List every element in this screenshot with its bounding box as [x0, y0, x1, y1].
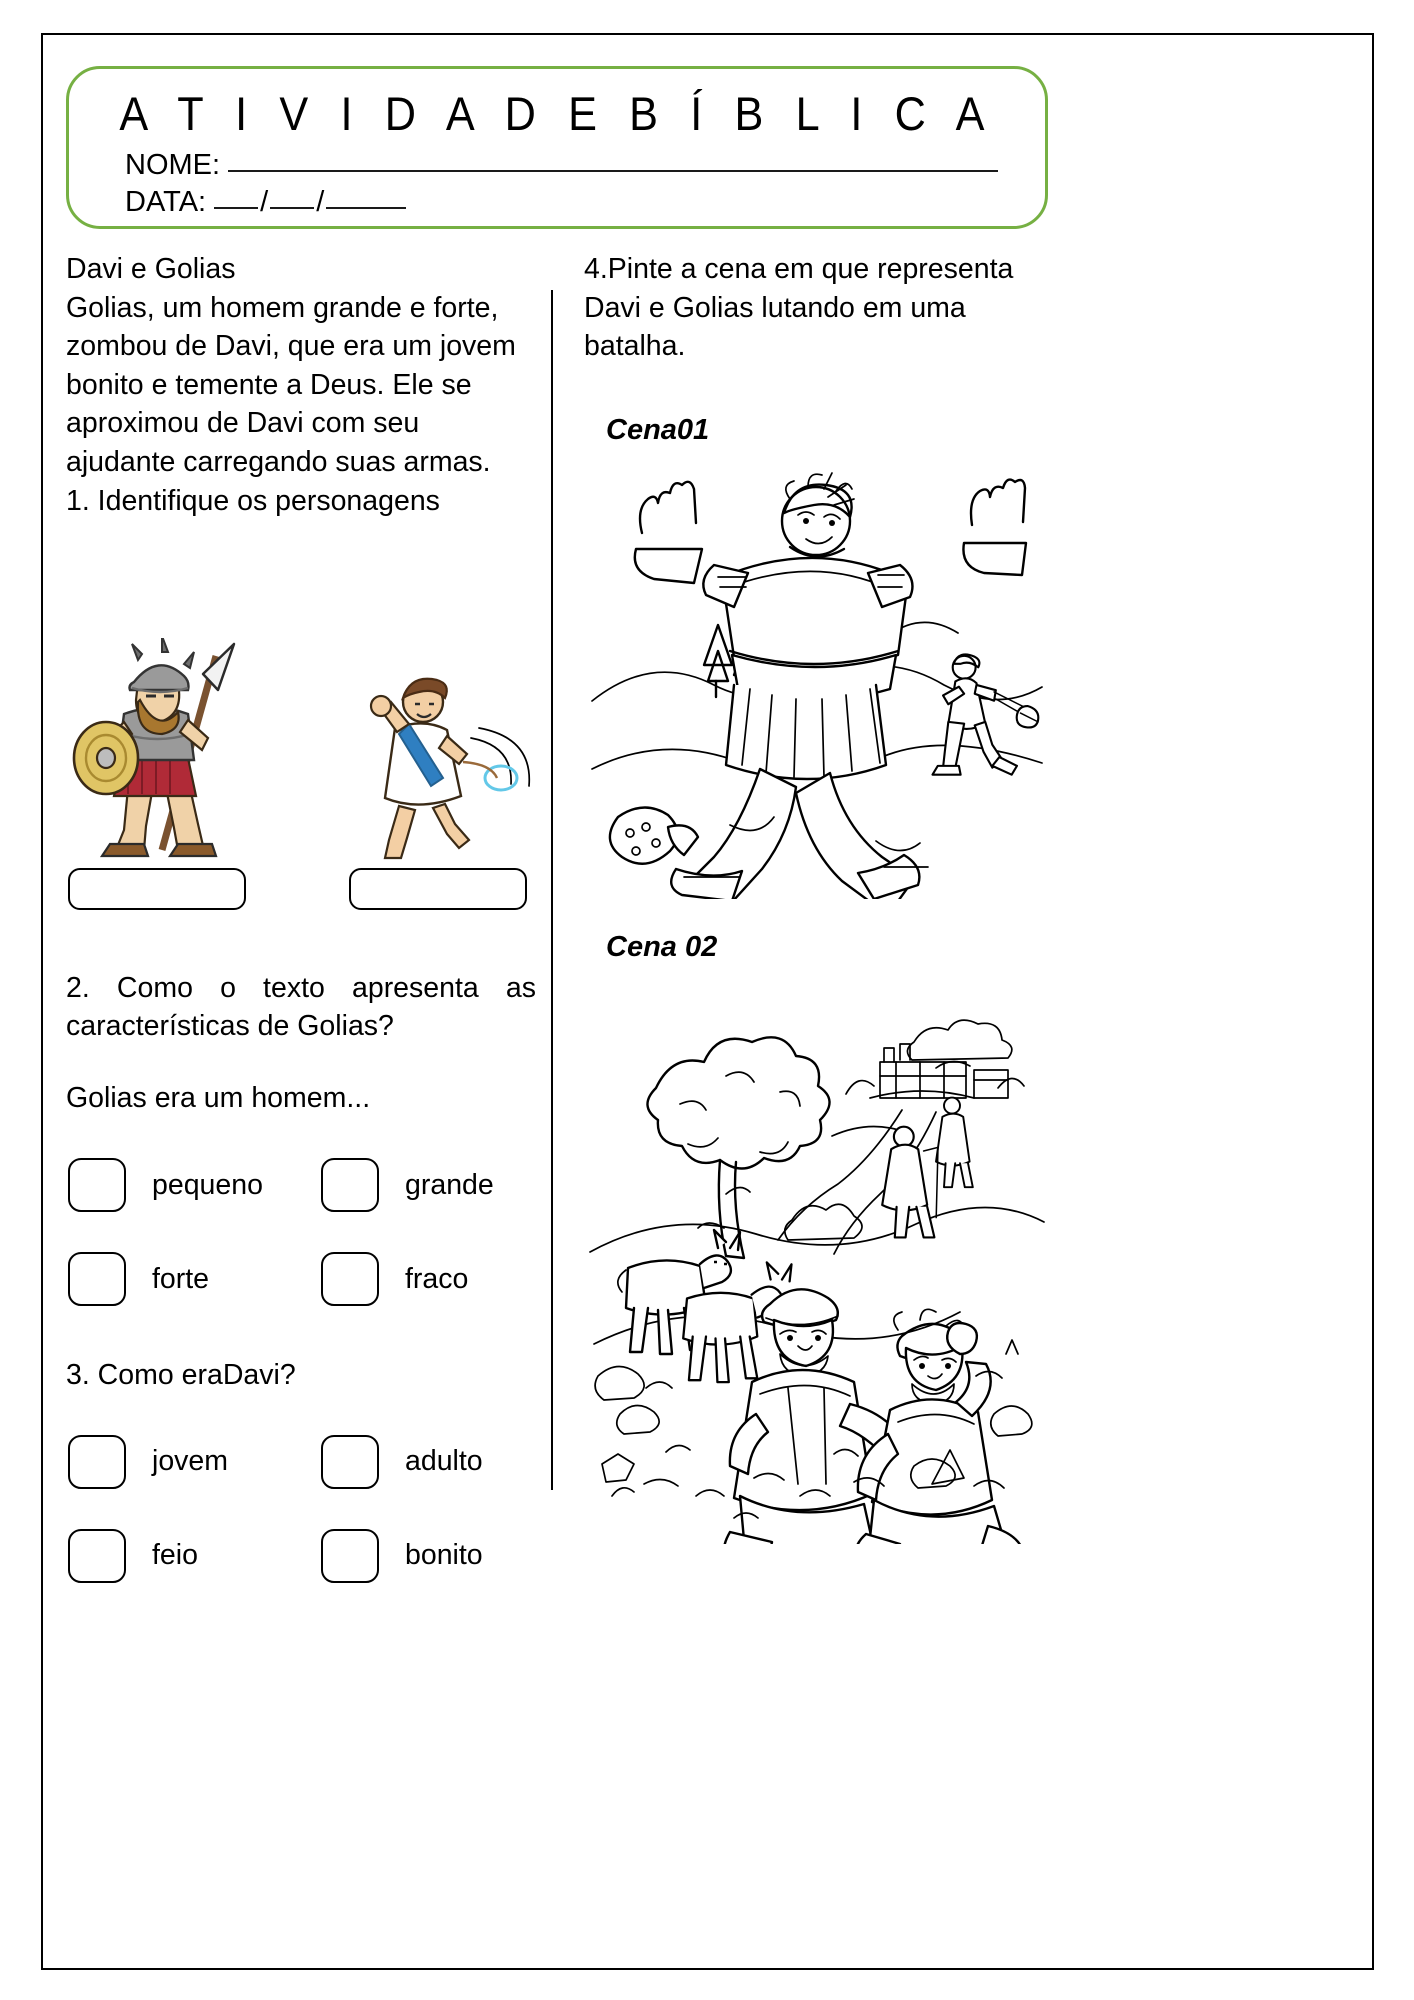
checkbox-jovem[interactable]: [68, 1435, 126, 1489]
right-column: [584, 250, 1049, 1544]
date-label: DATA:: [125, 186, 207, 218]
davi-figure: [351, 666, 541, 866]
date-separator-1: /: [260, 186, 269, 218]
option-label: bonito: [405, 1539, 483, 1572]
checkbox-feio[interactable]: [68, 1529, 126, 1583]
date-year-input[interactable]: [326, 207, 406, 209]
answer-boxes-row: [66, 868, 536, 914]
option-label: jovem: [152, 1445, 229, 1478]
page-title: A T I V I D A D E B Í B L I C A: [119, 87, 995, 140]
option-label: fraco: [405, 1262, 469, 1295]
question-2-prompt: Golias era um homem...: [66, 1082, 371, 1115]
option-grande[interactable]: [321, 1158, 494, 1212]
story-text: Golias, um homem grande e forte, zombou de Davi, que era um jovem bonito e temente a Deus. Ele se aproximou de Davi com seu ajudante carregando suas armas.: [66, 291, 516, 479]
option-adulto[interactable]: [321, 1435, 483, 1489]
checkbox-pequeno[interactable]: [68, 1158, 126, 1212]
option-label: pequeno: [152, 1168, 263, 1201]
option-label: adulto: [405, 1445, 483, 1478]
option-row: [66, 1158, 536, 1252]
golias-figure: [66, 638, 276, 868]
option-row: [66, 1529, 536, 1623]
scene-2-label: Cena 02: [606, 930, 718, 963]
option-forte[interactable]: [68, 1252, 209, 1306]
name-label: NOME:: [125, 149, 221, 181]
date-month-input[interactable]: [270, 207, 314, 209]
scene-2-illustration[interactable]: [584, 984, 1049, 1544]
option-label: feio: [152, 1539, 198, 1572]
story-title: Davi e Golias: [66, 253, 236, 285]
option-row: [66, 1435, 536, 1529]
option-label: grande: [405, 1168, 494, 1201]
option-row: [66, 1252, 536, 1346]
question-2: 2. Como o texto apresenta as características de Golias?: [66, 972, 536, 1042]
option-fraco[interactable]: [321, 1252, 468, 1306]
option-jovem[interactable]: [68, 1435, 228, 1489]
date-separator-2: /: [316, 186, 325, 218]
name-input-line[interactable]: [228, 170, 998, 172]
option-label: forte: [152, 1262, 210, 1295]
question-1: 1. Identifique os personagens: [66, 484, 440, 517]
name-field-row: [125, 149, 998, 182]
option-feio[interactable]: [68, 1529, 198, 1583]
header-box: [66, 66, 1048, 229]
checkbox-adulto[interactable]: [321, 1435, 379, 1489]
question-3: 3. Como eraDavi?: [66, 1359, 296, 1392]
option-pequeno[interactable]: [68, 1158, 263, 1212]
scene-1-illustration[interactable]: [584, 469, 1049, 899]
option-bonito[interactable]: [321, 1529, 483, 1583]
left-column: [66, 250, 536, 1623]
question-4: 4.Pinte a cena em que representa Davi e Golias lutando em uma batalha.: [584, 253, 1014, 363]
answer-box-golias[interactable]: [68, 868, 246, 910]
checkbox-fraco[interactable]: [321, 1252, 379, 1306]
scene-1-label: Cena01: [606, 413, 710, 446]
column-divider: [551, 290, 553, 1490]
date-day-input[interactable]: [214, 207, 258, 209]
character-figures: [66, 638, 536, 868]
question-3-options: [66, 1435, 536, 1623]
date-field-row: [125, 186, 406, 219]
checkbox-bonito[interactable]: [321, 1529, 379, 1583]
question-2-options: [66, 1158, 536, 1346]
checkbox-grande[interactable]: [321, 1158, 379, 1212]
checkbox-forte[interactable]: [68, 1252, 126, 1306]
answer-box-davi[interactable]: [349, 868, 527, 910]
